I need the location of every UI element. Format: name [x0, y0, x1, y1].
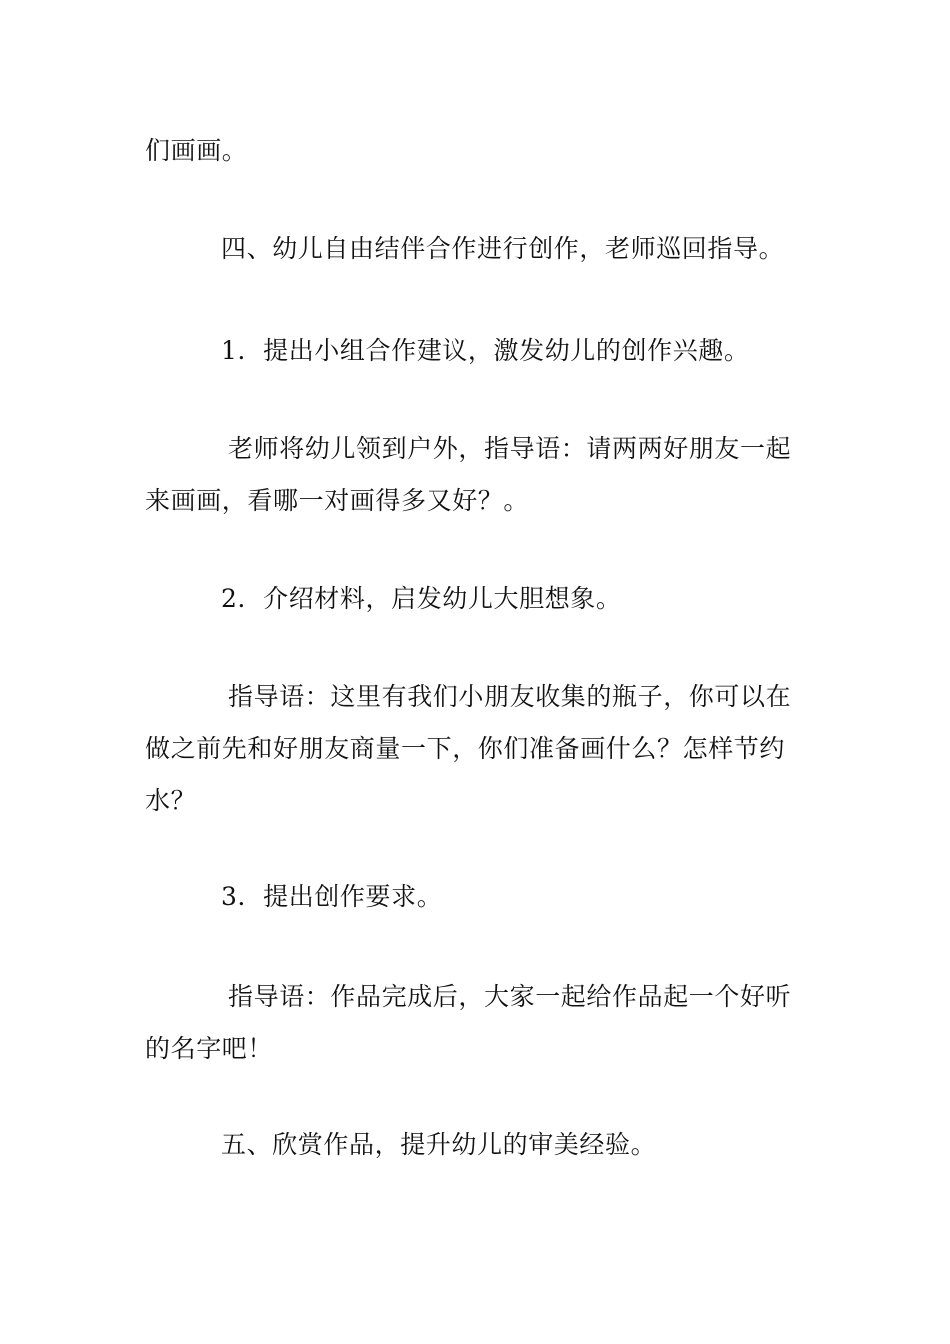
paragraph-line: 的名字吧！ — [145, 1034, 274, 1063]
text-line: 们画画。 — [145, 136, 248, 165]
step-two-heading: 2．介绍材料，启发幼儿大胆想象。 — [221, 584, 622, 613]
paragraph-line: 老师将幼儿领到户外，指导语：请两两好朋友一起 — [228, 434, 792, 463]
paragraph-line: 指导语：这里有我们小朋友收集的瓶子，你可以在 — [228, 682, 792, 711]
paragraph-line: 来画画，看哪一对画得多又好？。 — [145, 486, 530, 515]
section-heading-five: 五、欣赏作品，提升幼儿的审美经验。 — [221, 1130, 657, 1159]
paragraph-line: 指导语：作品完成后，大家一起给作品起一个好听 — [228, 982, 792, 1011]
paragraph-line: 水？ — [145, 786, 197, 815]
step-one-heading: 1．提出小组合作建议，激发幼儿的创作兴趣。 — [221, 336, 750, 365]
section-heading-four: 四、幼儿自由结伴合作进行创作，老师巡回指导。 — [221, 234, 785, 263]
step-three-heading: 3．提出创作要求。 — [221, 882, 443, 911]
paragraph-line: 做之前先和好朋友商量一下，你们准备画什么？怎样节约 — [145, 734, 786, 763]
